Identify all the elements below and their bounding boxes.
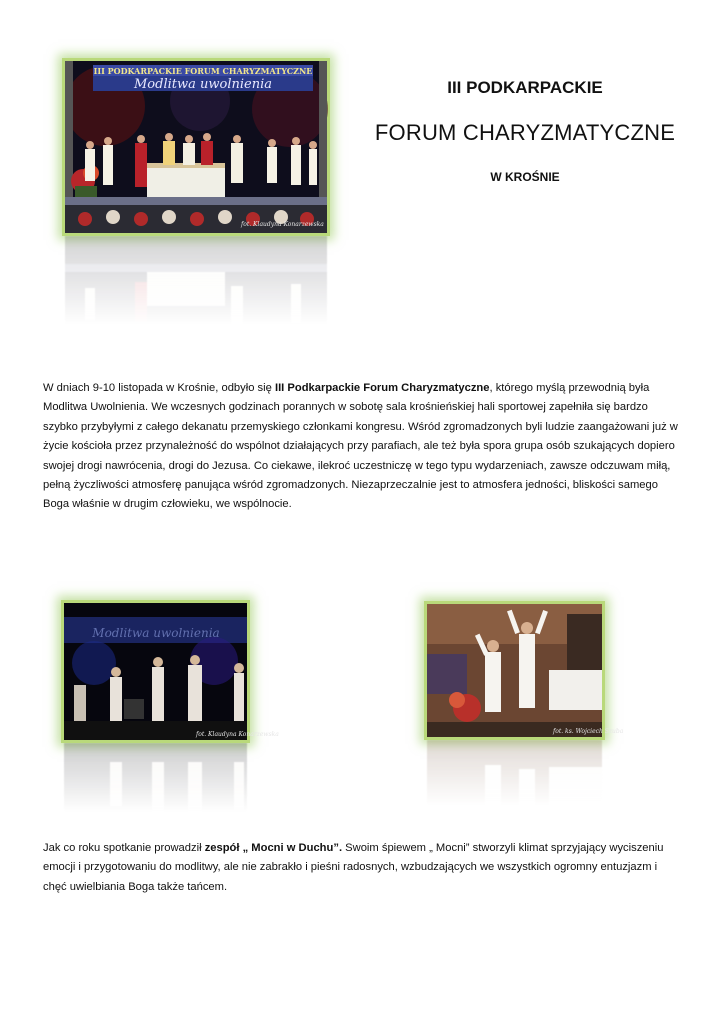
- paragraph-1-bold: III Podkarpackie Forum Charyzmatyczne: [274, 382, 490, 394]
- paragraph-2-start: Jak co roku spotkanie prowadził: [43, 842, 205, 854]
- header-line-1: III PODKARPACKIE: [447, 78, 603, 97]
- photo1-credit: fot. Klaudyna Konarzewska: [241, 221, 324, 228]
- banner-top-text: III PODKARPACKIE FORUM CHARYZMATYCZNE: [93, 66, 313, 76]
- photo3-reflection: [424, 740, 605, 806]
- photo-dancers-frame: [424, 601, 624, 740]
- dancers-photo-image: [427, 604, 602, 737]
- photo1-reflection: [62, 236, 330, 326]
- svg-text:Modlitwa uwolnienia: Modlitwa uwolnienia: [92, 626, 220, 640]
- photo2-credit: fot. Klaudyna Konarzewska: [196, 731, 279, 738]
- band-photo-image: [64, 603, 247, 740]
- paragraph-1-rest: , którego myślą przewodnią była Modlitwa Uwolnienia. We wczesnych godzinach porannych w sobotę sala krośnieńskiej hali sportowej zapełniła się bardzo szybko przybyłymi z całego dekanatu przemyskiego członkami kongresu. Wśród zgromadzonych byli ludzie zaangażowani już w życie kościoła przez przynależność do wspólnot działających przy parafiach, ale też była spora grupa osób szukających dopiero swojej drogi nawrócenia, drogi do Jezusa. Co ciekawe, ilekroć uczestniczę w tego typu wydarzeniach, zawsze odczuwam miłą, pełną życzliwości atmosferę panująca wśród zgromadzonych. Niezaprzeczalnie jest to atmosfera jedności, bliskości samego Boga właśnie w drugim człowieku, we wspólnocie.: [43, 382, 678, 511]
- banner-bottom-text: Modlitwa uwolnienia: [134, 77, 272, 92]
- paragraph-1: [43, 379, 683, 515]
- paragraph-2-rest: Swoim śpiewem „ Mocni” stworzyli klimat sprzyjający wyciszeniu emocji i przygotowaniu do modlitwy, ale nie zabrakło i pieśni radosnych, wzbudzających we wszystkich ogromny entuzjazm i chęć uwielbiania Boga także tańcem.: [43, 842, 664, 893]
- paragraph-2-bold: zespół „ Mocni w Duchu”.: [204, 842, 343, 854]
- photo-altar-frame: [62, 58, 330, 236]
- photo2-reflection: [61, 743, 250, 813]
- photo-band-frame: [61, 600, 279, 743]
- paragraph-2: [43, 839, 683, 897]
- page-title: FORUM CHARYZMATYCZNE: [374, 120, 676, 145]
- header-line-3: W KROŚNIE: [490, 170, 560, 184]
- photo3-credit: fot. ks. Wojciech Szuba: [553, 728, 624, 735]
- altar-photo-image: [65, 61, 327, 233]
- paragraph-1-start: W dniach 9-10 listopada w Krośnie, odbyło się: [43, 382, 275, 394]
